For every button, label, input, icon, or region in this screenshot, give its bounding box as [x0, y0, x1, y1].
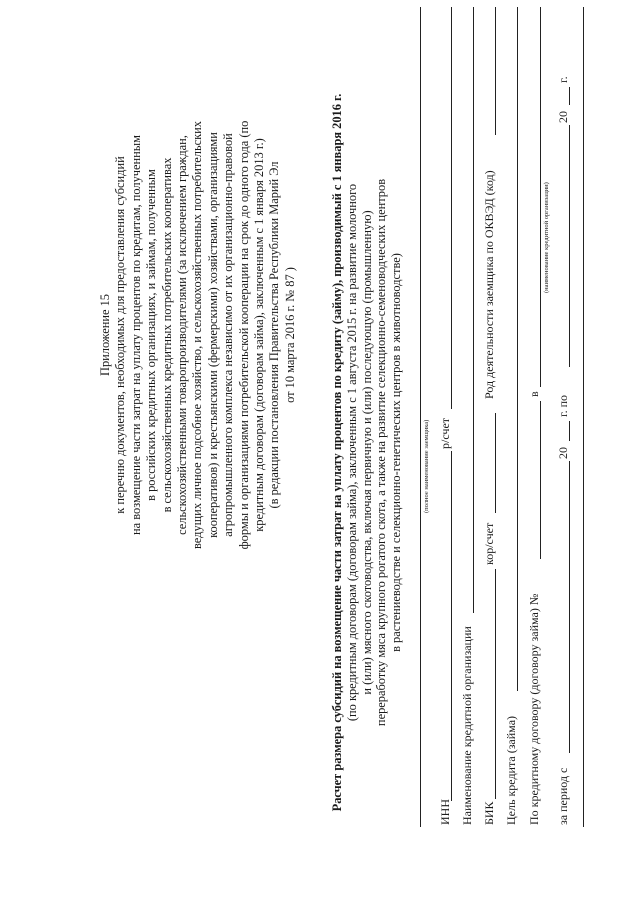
calculation-title-line: (по кредитным договорам (договорам займа), заключенным с 1 августа 2015 г. на развитие молочного [344, 183, 359, 722]
purpose-field[interactable] [517, 7, 518, 691]
appendix-line: кооперативов) и крестьянскими (фермерскими) хозяйствами, организациями [205, 132, 220, 538]
calculation-title-line: в растениеводстве и селекционно-генетических центров в животноводстве) [389, 253, 404, 652]
period-to-label: г. по [556, 395, 570, 417]
purpose-label: Цель кредита (займа) [504, 715, 518, 825]
appendix-line: от 10 марта 2016 г. № 87 ) [282, 267, 297, 403]
contract-label: По кредитному договору (договору займа) № [527, 593, 541, 825]
calculation-title-line: переработку мяса крупного рогатого скота, а также на развитие селекционно-семеноводческих центров [374, 178, 389, 727]
period-end-year-field[interactable] [569, 87, 570, 105]
contract-number-field[interactable] [540, 401, 541, 559]
appendix-line: формы и организациями потребительской кооперации на срок до одного года (по [236, 120, 251, 550]
bik-field[interactable] [495, 569, 496, 799]
form-bottom-line [583, 7, 584, 827]
rs-label: р/счет [438, 417, 452, 449]
appendix-line: агропромышленного комплекса независимо от их организационно-правовой [221, 133, 236, 537]
period-end-year: 20 [556, 111, 570, 123]
bank-name-label: Наименование кредитной организации [460, 626, 474, 825]
period-start-field[interactable] [569, 461, 570, 753]
period-end-year-suffix: г. [556, 76, 570, 83]
appendix-line: кредитным договорам (договорам займа), заключенным с 1 января 2013 г.) [252, 138, 267, 532]
okved-label: Род деятельности заемщика по ОКВЭД (код) [482, 170, 496, 399]
bank-name-caption: (наименование кредитной организации) [543, 182, 550, 293]
appendix-line: в сельскохозяйственных кредитных потребительских кооперативах [159, 157, 174, 513]
rs-field[interactable] [451, 7, 452, 409]
okved-field[interactable] [495, 7, 496, 135]
contract-bank-field[interactable] [540, 7, 541, 387]
period-label: за период с [556, 767, 570, 825]
appendix-line: на возмещение части затрат на уплату процентов по кредитам, полученным [128, 135, 143, 535]
bank-name-field[interactable] [473, 7, 474, 613]
appendix-line: ведущих личное подсобное хозяйство, и сельскохозяйственных потребительских [190, 121, 205, 549]
calculation-title-line: и (или) мясного скотоводства, включая первичную и (или) последующую (промышленную) [359, 210, 374, 695]
appendix-line: (в редакции постановления Правительства Республики Марий Эл [267, 161, 282, 509]
period-start-year-field[interactable] [569, 421, 570, 441]
inn-field[interactable] [451, 451, 452, 801]
appendix-line: сельскохозяйственными товаропроизводителями (за исключением граждан, [175, 135, 190, 535]
ks-label: кор/счет [482, 522, 496, 565]
appendix-line: Приложение 15 [98, 294, 112, 376]
period-start-year: 20 [556, 447, 570, 459]
period-end-field[interactable] [569, 125, 570, 367]
ks-field[interactable] [495, 413, 496, 513]
appendix-line: к перечню документов, необходимых для предоставления субсидий [113, 156, 128, 514]
borrower-name-line[interactable] [420, 7, 421, 827]
borrower-name-caption: (полное наименование заемщика) [423, 419, 430, 513]
calculation-title-bold: Расчет размера субсидий на возмещение части затрат на уплату процентов по кредиту (займу), производимый с 1 января 2016 г. [330, 93, 344, 812]
in-label: в [527, 391, 541, 397]
bik-label: БИК [482, 801, 496, 825]
appendix-line: в российских кредитных организациях, и займам, полученным [144, 169, 159, 501]
inn-label: ИНН [438, 799, 452, 825]
